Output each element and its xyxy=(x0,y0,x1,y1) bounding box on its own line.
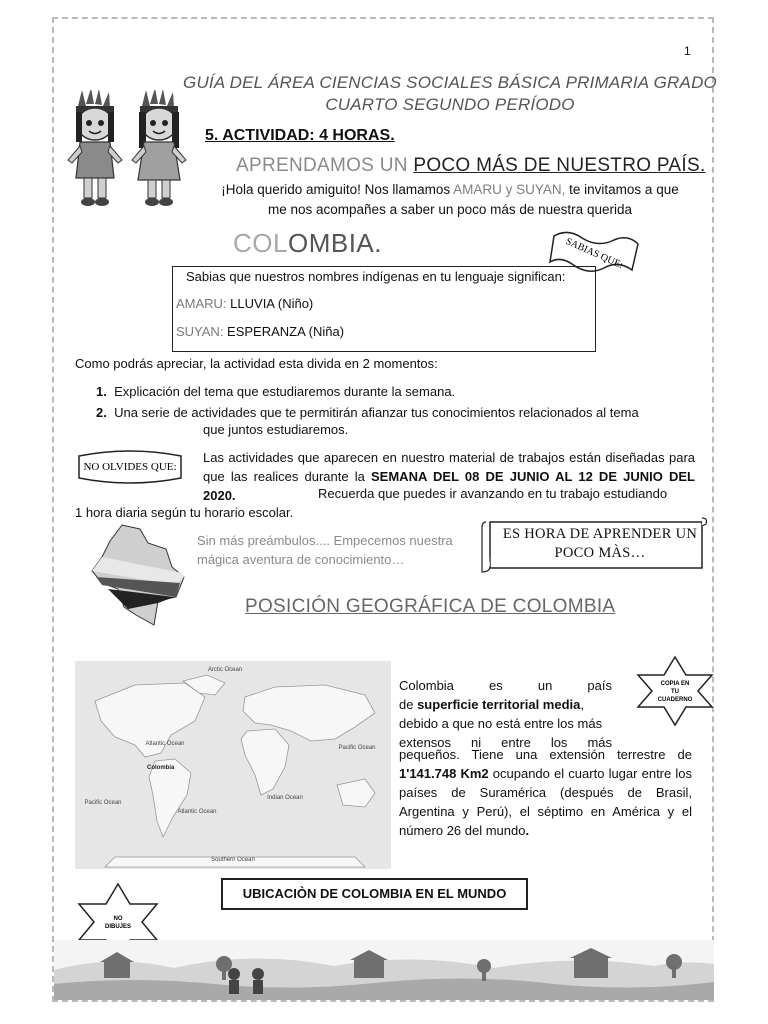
colombia-flag-map xyxy=(88,523,188,627)
moment-item-2: 2. Una serie de actividades que te permitirán afianzar tus conocimientos relacionados al tema xyxy=(96,405,639,420)
activity-heading: 5. ACTIVIDAD: 4 HORAS. xyxy=(205,127,395,144)
section-title: POSICIÓN GEOGRÁFICA DE COLOMBIA xyxy=(245,596,616,617)
moments-intro: Como podrás apreciar, la actividad esta divida en 2 momentos: xyxy=(75,356,438,371)
star-copia-line3: CUADERNO xyxy=(657,697,693,703)
map-label-southern: Southern Ocean xyxy=(211,857,255,863)
colombia-heading: COLOMBIA. xyxy=(233,228,382,258)
page-number: 1 xyxy=(684,44,691,58)
kid-amaru-illustration xyxy=(64,90,126,208)
star-no-line2: DIBUJES xyxy=(104,924,132,930)
star-copia-line2: TU xyxy=(671,689,679,695)
greeting-text: ¡Hola querido amiguito! Nos llamamos AMARU y SUYAN, te invitamos a que me nos acompañes a saber un poco más de nuestra querida xyxy=(221,182,679,217)
intro-adventure-text: Sin más preámbulos.... Empecemos nuestra mágica aventura de conocimiento… xyxy=(197,533,453,567)
star-no-line1: NO xyxy=(113,916,123,922)
moment-item-1: 1. Explicación del tema que estudiaremos durante la semana. xyxy=(96,384,456,399)
star-copia-line1: COPIA EN xyxy=(660,681,690,687)
map-label-indian: Indian Ocean xyxy=(267,795,303,801)
map-label-atlantic-south: Atlantic Ocean xyxy=(177,809,217,815)
scroll-banner-text: ES HORA DE APRENDER UN POCO MÀS… xyxy=(502,526,698,561)
names-intro: Sabias que nuestros nombres indígenas en tu lenguaje significan: xyxy=(186,269,566,284)
map-label-pacific-west: Pacific Ocean xyxy=(84,800,122,806)
map-label-arctic: Arctic Ocean xyxy=(207,667,243,673)
guide-title: GUÍA DEL ÁREA CIENCIAS SOCIALES BÁSICA PRIMARIA GRADO CUARTO SEGUNDO PERÍODO xyxy=(183,73,717,114)
map-label-atlantic-north: Atlantic Ocean xyxy=(145,741,185,747)
learn-heading: APRENDAMOS UN POCO MÁS DE NUESTRO PAÍS. xyxy=(236,155,706,176)
decorative-landscape-banner xyxy=(54,940,714,1000)
world-map xyxy=(75,661,391,869)
suyan-meaning: SUYAN: ESPERANZA (Niña) xyxy=(176,324,345,339)
activities-paragraph-cont: Recuerda que puedes ir avanzando en tu trabajo estudiando xyxy=(318,486,668,501)
copy-in-notebook-star xyxy=(634,655,716,727)
map-label-colombia: Colombia xyxy=(147,765,175,771)
moment-item-2-cont: que juntos estudiaremos. xyxy=(203,422,349,437)
colombia-paragraph-top: Colombia es un país de superficie territorial media, debido a que no está entre los más extensos ni entre los más xyxy=(399,678,612,750)
kid-suyan-illustration xyxy=(128,90,190,208)
location-caption-box: UBICACIÒN DE COLOMBIA EN EL MUNDO xyxy=(221,878,528,910)
activities-paragraph-end: 1 hora diaria según tu horario escolar. xyxy=(75,505,294,520)
activities-paragraph: Las actividades que aparecen en nuestro material de trabajos están diseñadas para que las realices durante la SEMANA DEL 08 DE JUNIO AL 12 DE JUNIO DEL 2020. xyxy=(203,450,696,503)
colombia-paragraph-rest: pequeños. Tiene una extensión terrestre de 1'141.748 Km2 ocupando el cuarto lugar entre los países de Suramérica (después de Brasil, Argentina y Perú), el séptimo en América y el número 26 del mundo. xyxy=(399,747,693,838)
sabias-que-label: SABIAS QUE: xyxy=(563,236,625,272)
amaru-meaning: AMARU: LLUVIA (Niño) xyxy=(176,296,314,311)
no-olvides-sign xyxy=(75,448,185,484)
no-olvides-label: NO OLVIDES QUE: xyxy=(83,461,177,473)
map-label-pacific-east: Pacific Ocean xyxy=(338,745,376,751)
